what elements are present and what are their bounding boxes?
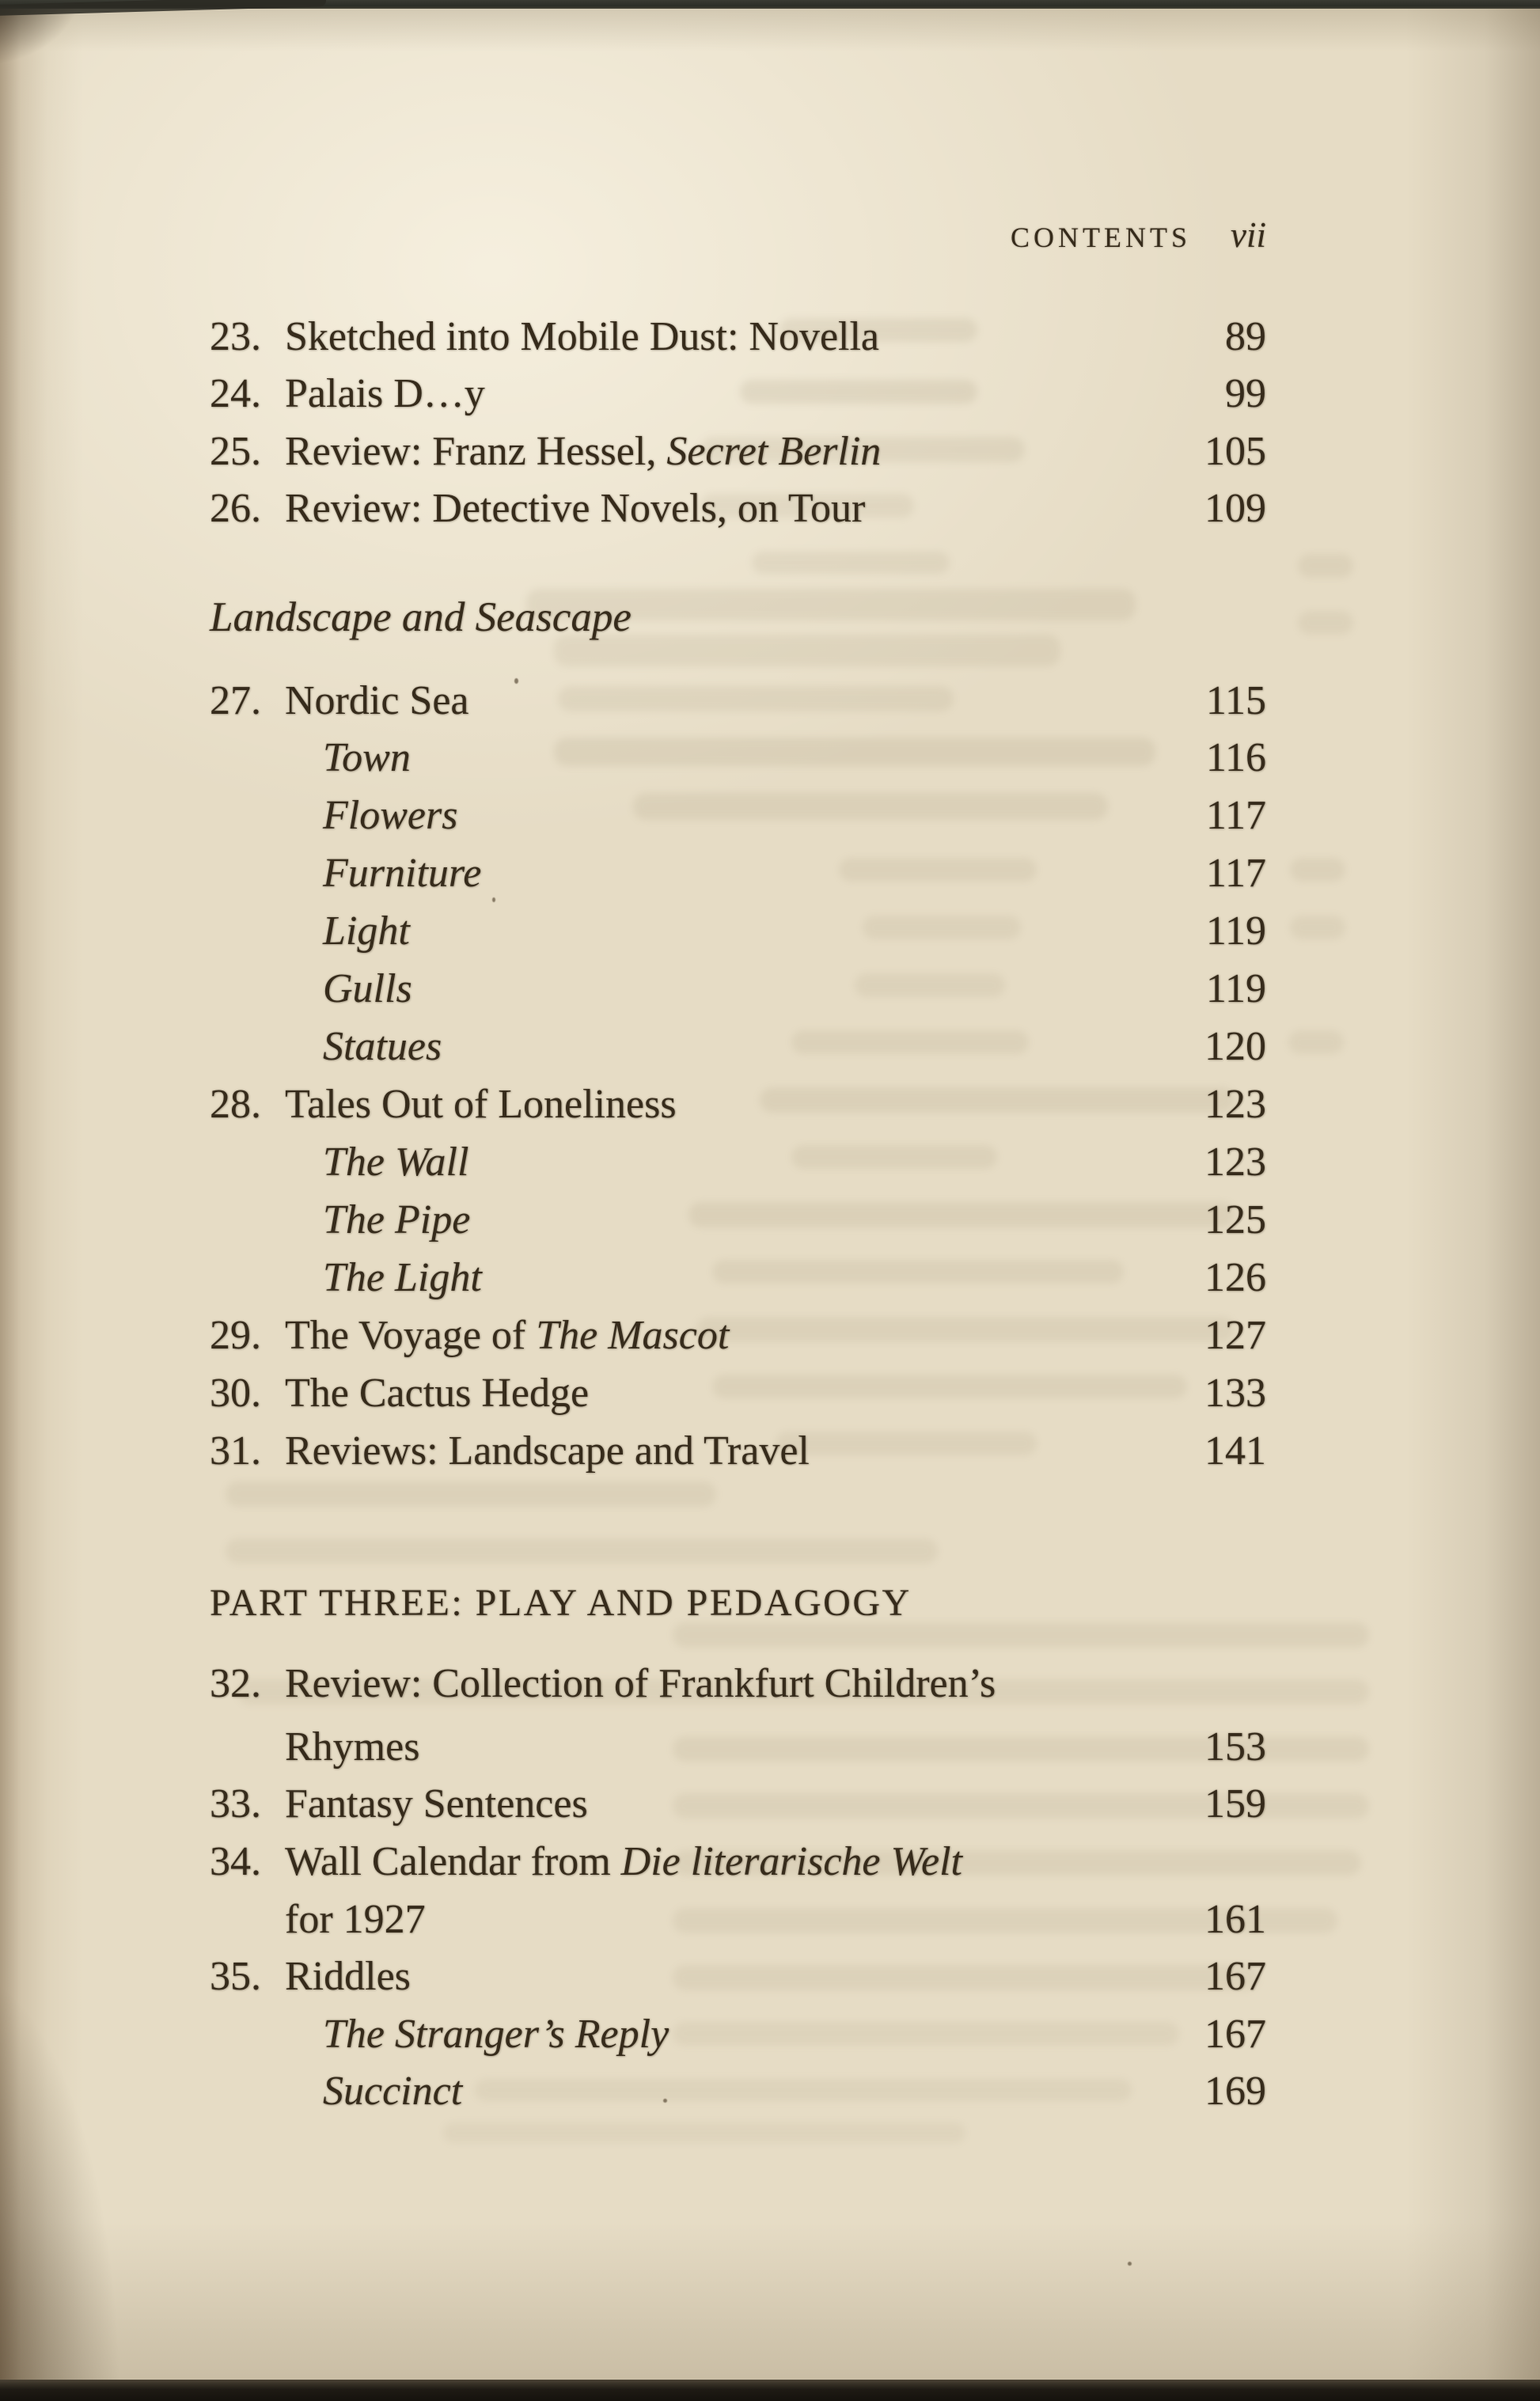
- title-italic-segment: Furniture: [323, 851, 482, 896]
- page-number: 133: [1204, 1371, 1266, 1416]
- toc-row: [210, 850, 1266, 897]
- paper-page: [0, 8, 1540, 2380]
- title-italic-segment: Flowers: [323, 793, 458, 838]
- page-number: 159: [1204, 1781, 1266, 1826]
- page-number: 109: [1204, 486, 1266, 531]
- page-number: 105: [1204, 429, 1266, 474]
- title-segment: for 1927: [285, 1897, 426, 1942]
- entry-number: 26.: [210, 486, 261, 531]
- entry-title: [210, 965, 1171, 1013]
- toc-row: [210, 1896, 1266, 1944]
- toc-row: [210, 313, 1266, 361]
- toc-row: [210, 1023, 1266, 1071]
- ghost-text-smudge: [1288, 1030, 1344, 1054]
- title-segment: Tales Out of Loneliness: [285, 1082, 677, 1127]
- entry-number: 29.: [210, 1313, 261, 1358]
- entry-title: [210, 908, 1171, 955]
- photo-edge-bottom: [0, 2380, 1540, 2401]
- entry-title: [285, 1081, 1171, 1128]
- title-segment: Fantasy Sentences: [285, 1781, 588, 1826]
- title-segment: Review: Collection of Frankfurt Children’s: [285, 1661, 996, 1706]
- toc-row: [210, 1724, 1266, 1771]
- title-segment: The Cactus Hedge: [285, 1371, 590, 1416]
- entry-number: 23.: [210, 314, 261, 359]
- toc-row: [210, 677, 1266, 725]
- table-of-contents: [210, 8, 1266, 2380]
- entry-number: 34.: [210, 1839, 261, 1884]
- entry-title: [210, 1254, 1171, 1302]
- title-italic-segment: Succinct: [323, 2069, 463, 2114]
- page-number: 141: [1204, 1428, 1266, 1474]
- toc-row: [210, 2068, 1266, 2115]
- entry-title: [285, 1312, 1171, 1360]
- title-segment: Palais D…y: [285, 371, 485, 416]
- title-italic-segment: The Wall: [323, 1140, 469, 1185]
- entry-title: [210, 850, 1171, 897]
- toc-row: [210, 1781, 1266, 1828]
- page-number: 99: [1225, 371, 1266, 416]
- entry-title: [210, 1724, 1171, 1771]
- ghost-text-smudge: [1290, 858, 1345, 882]
- page-number: 167: [1204, 1954, 1266, 1999]
- entry-title: [210, 2011, 1171, 2058]
- toc-row: [210, 1254, 1266, 1302]
- folio-page-number: vii: [1231, 215, 1266, 255]
- entry-title: [285, 428, 1171, 476]
- page-number: 125: [1204, 1197, 1266, 1242]
- entry-title: [210, 1023, 1171, 1071]
- page-number: 127: [1204, 1313, 1266, 1358]
- toc-row: [210, 2011, 1266, 2058]
- entry-title: [285, 1370, 1171, 1417]
- title-segment: Reviews: Landscape and Travel: [285, 1428, 810, 1474]
- title-segment: Wall Calendar from: [285, 1839, 621, 1884]
- toc-row: [210, 1953, 1266, 2001]
- section-heading-row: [210, 594, 1266, 641]
- page-number: 89: [1225, 314, 1266, 359]
- entry-number: 28.: [210, 1082, 261, 1127]
- toc-row: [210, 1370, 1266, 1417]
- entry-number: 33.: [210, 1781, 261, 1826]
- page-number: 119: [1205, 966, 1266, 1011]
- page-number: 126: [1204, 1255, 1266, 1300]
- toc-row: [210, 1312, 1266, 1360]
- title-italic-segment: Statues: [323, 1024, 442, 1069]
- page-number: 115: [1205, 678, 1266, 723]
- toc-row: [210, 965, 1266, 1013]
- toc-row: [210, 428, 1266, 476]
- title-italic-segment: Landscape and Seascape: [210, 594, 632, 640]
- entry-title: [285, 1781, 1171, 1828]
- title-segment: Rhymes: [285, 1724, 420, 1769]
- entry-title: [285, 677, 1171, 725]
- page-number: 123: [1204, 1140, 1266, 1185]
- entry-number: 32.: [210, 1661, 261, 1706]
- toc-row: [210, 1838, 1266, 1886]
- entry-title: [285, 370, 1171, 418]
- page-number: 119: [1205, 908, 1266, 954]
- title-italic-segment: Light: [323, 908, 410, 954]
- title-italic-segment: Gulls: [323, 966, 412, 1011]
- toc-row: [210, 1428, 1266, 1475]
- entry-number: 30.: [210, 1371, 261, 1416]
- entry-title: [285, 485, 1171, 533]
- title-italic-segment: Secret Berlin: [666, 429, 882, 474]
- title-italic-segment: The Mascot: [536, 1313, 730, 1358]
- toc-row: [210, 734, 1266, 782]
- title-italic-segment: The Pipe: [323, 1197, 471, 1242]
- entry-title: [210, 2068, 1171, 2115]
- entry-number: 25.: [210, 429, 261, 474]
- title-italic-segment: The Light: [323, 1255, 482, 1300]
- entry-title: [285, 1660, 1171, 1708]
- page-number: 161: [1204, 1897, 1266, 1942]
- entry-title: [285, 1428, 1171, 1475]
- page-number: 117: [1205, 851, 1266, 896]
- entry-title: [210, 1139, 1171, 1186]
- part-heading-row: [210, 1580, 1266, 1627]
- title-segment: Review: Franz Hessel,: [285, 429, 667, 474]
- title-segment: Review: Detective Novels, on Tour: [285, 486, 866, 531]
- page-number: 116: [1205, 735, 1266, 780]
- toc-row: [210, 1081, 1266, 1128]
- toc-row: [210, 792, 1266, 840]
- entry-title: [210, 792, 1171, 840]
- page-number: 117: [1205, 793, 1266, 838]
- entry-number: 35.: [210, 1954, 261, 1999]
- toc-row: [210, 1197, 1266, 1244]
- section-heading: [210, 594, 1266, 641]
- title-segment: PART THREE: PLAY AND PEDAGOGY: [210, 1582, 912, 1624]
- ghost-text-smudge: [1290, 916, 1345, 939]
- entry-title: [285, 1838, 1171, 1886]
- entry-title: [210, 734, 1171, 782]
- title-italic-segment: Town: [323, 735, 411, 780]
- page-number: 123: [1204, 1082, 1266, 1127]
- toc-row: [210, 1660, 1266, 1708]
- entry-number: 31.: [210, 1428, 261, 1474]
- part-heading: [210, 1580, 1266, 1627]
- title-segment: Riddles: [285, 1954, 411, 1999]
- entry-title: [285, 313, 1171, 361]
- toc-row: [210, 485, 1266, 533]
- page-number: 167: [1204, 2012, 1266, 2057]
- title-segment: Nordic Sea: [285, 678, 469, 723]
- page-number: 153: [1204, 1724, 1266, 1769]
- entry-title: [210, 1197, 1171, 1244]
- running-header-title: CONTENTS: [1011, 222, 1192, 253]
- title-italic-segment: Die literarische Welt: [620, 1839, 963, 1884]
- toc-row: [210, 908, 1266, 955]
- entry-number: 24.: [210, 371, 261, 416]
- toc-row: [210, 1139, 1266, 1186]
- title-segment: Sketched into Mobile Dust: Novella: [285, 314, 880, 359]
- title-italic-segment: The Stranger’s Reply: [323, 2012, 669, 2057]
- ghost-text-smudge: [1298, 554, 1353, 578]
- entry-title: [210, 1896, 1171, 1944]
- page-number: 120: [1204, 1024, 1266, 1069]
- toc-row: [210, 370, 1266, 418]
- ghost-text-smudge: [1298, 611, 1353, 635]
- entry-number: 27.: [210, 678, 261, 723]
- entry-title: [285, 1953, 1171, 2001]
- page-number: 169: [1204, 2069, 1266, 2114]
- title-segment: The Voyage of: [285, 1313, 537, 1358]
